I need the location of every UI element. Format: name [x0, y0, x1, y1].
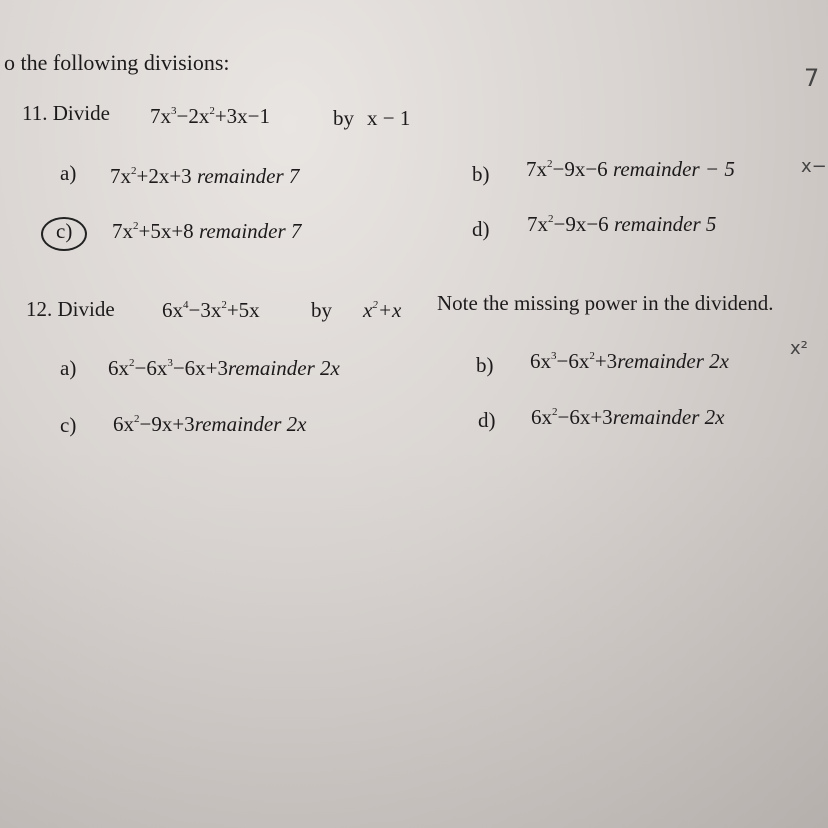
q12-option-b-label[interactable]: b): [476, 353, 494, 377]
q11-divisor: x − 1: [367, 106, 411, 130]
handwritten-mark-q11: x−: [801, 156, 827, 177]
q12-header: [26, 299, 115, 320]
handwritten-mark-q12: x²: [790, 338, 808, 359]
instruction-text: o the following divisions:: [4, 50, 230, 75]
q12-option-b[interactable]: $6x^3-6x^2+3remainder$ 2x: [530, 349, 729, 373]
q12-option-c-label[interactable]: c): [60, 413, 77, 437]
q11-by-word: by: [333, 106, 354, 130]
q12-option-a-label[interactable]: a): [60, 356, 77, 380]
page-shadow: [0, 440, 828, 828]
q11-option-b[interactable]: $7x^2-9x-6$ remainder − 5: [526, 157, 735, 181]
q12-divide-word: Divide: [57, 297, 115, 321]
q11-divide-word: Divide: [52, 101, 110, 125]
q11-option-d[interactable]: $7x^2-9x-6$ remainder 5: [527, 212, 717, 236]
q11-option-d-label[interactable]: d): [472, 217, 490, 241]
q11-option-c-label[interactable]: c): [56, 219, 73, 243]
q12-dividend: $6x^4-3x^2+5x$: [162, 298, 260, 322]
q12-divisor: $x^2+x$: [363, 298, 402, 322]
q11-option-a[interactable]: $7x^2+2x+3$ remainder 7: [110, 164, 300, 188]
q12-option-a[interactable]: $6x^2-6x^3-6x+3remainder$ 2x: [108, 356, 340, 380]
q12-option-d-label[interactable]: d): [478, 408, 496, 432]
q12-option-c[interactable]: $6x^2-9x+3remainder$ 2x: [113, 412, 307, 436]
q11-option-b-label[interactable]: b): [472, 162, 490, 186]
q12-number: 12.: [26, 297, 53, 321]
handwritten-mark-top: 7: [804, 64, 820, 92]
q11-header: [22, 103, 110, 124]
q11-option-c[interactable]: $7x^2+5x+8$ remainder 7: [112, 219, 302, 243]
q12-by-word: by: [311, 298, 332, 322]
q11-dividend: $7x^3-2x^2+3x-1$: [150, 104, 271, 128]
q12-option-d[interactable]: $6x^2-6x+3remainder$ 2x: [531, 405, 725, 429]
q12-note: Note the missing power in the dividend.: [437, 291, 774, 315]
q11-number: 11.: [22, 101, 48, 125]
q11-option-a-label[interactable]: a): [60, 161, 77, 185]
